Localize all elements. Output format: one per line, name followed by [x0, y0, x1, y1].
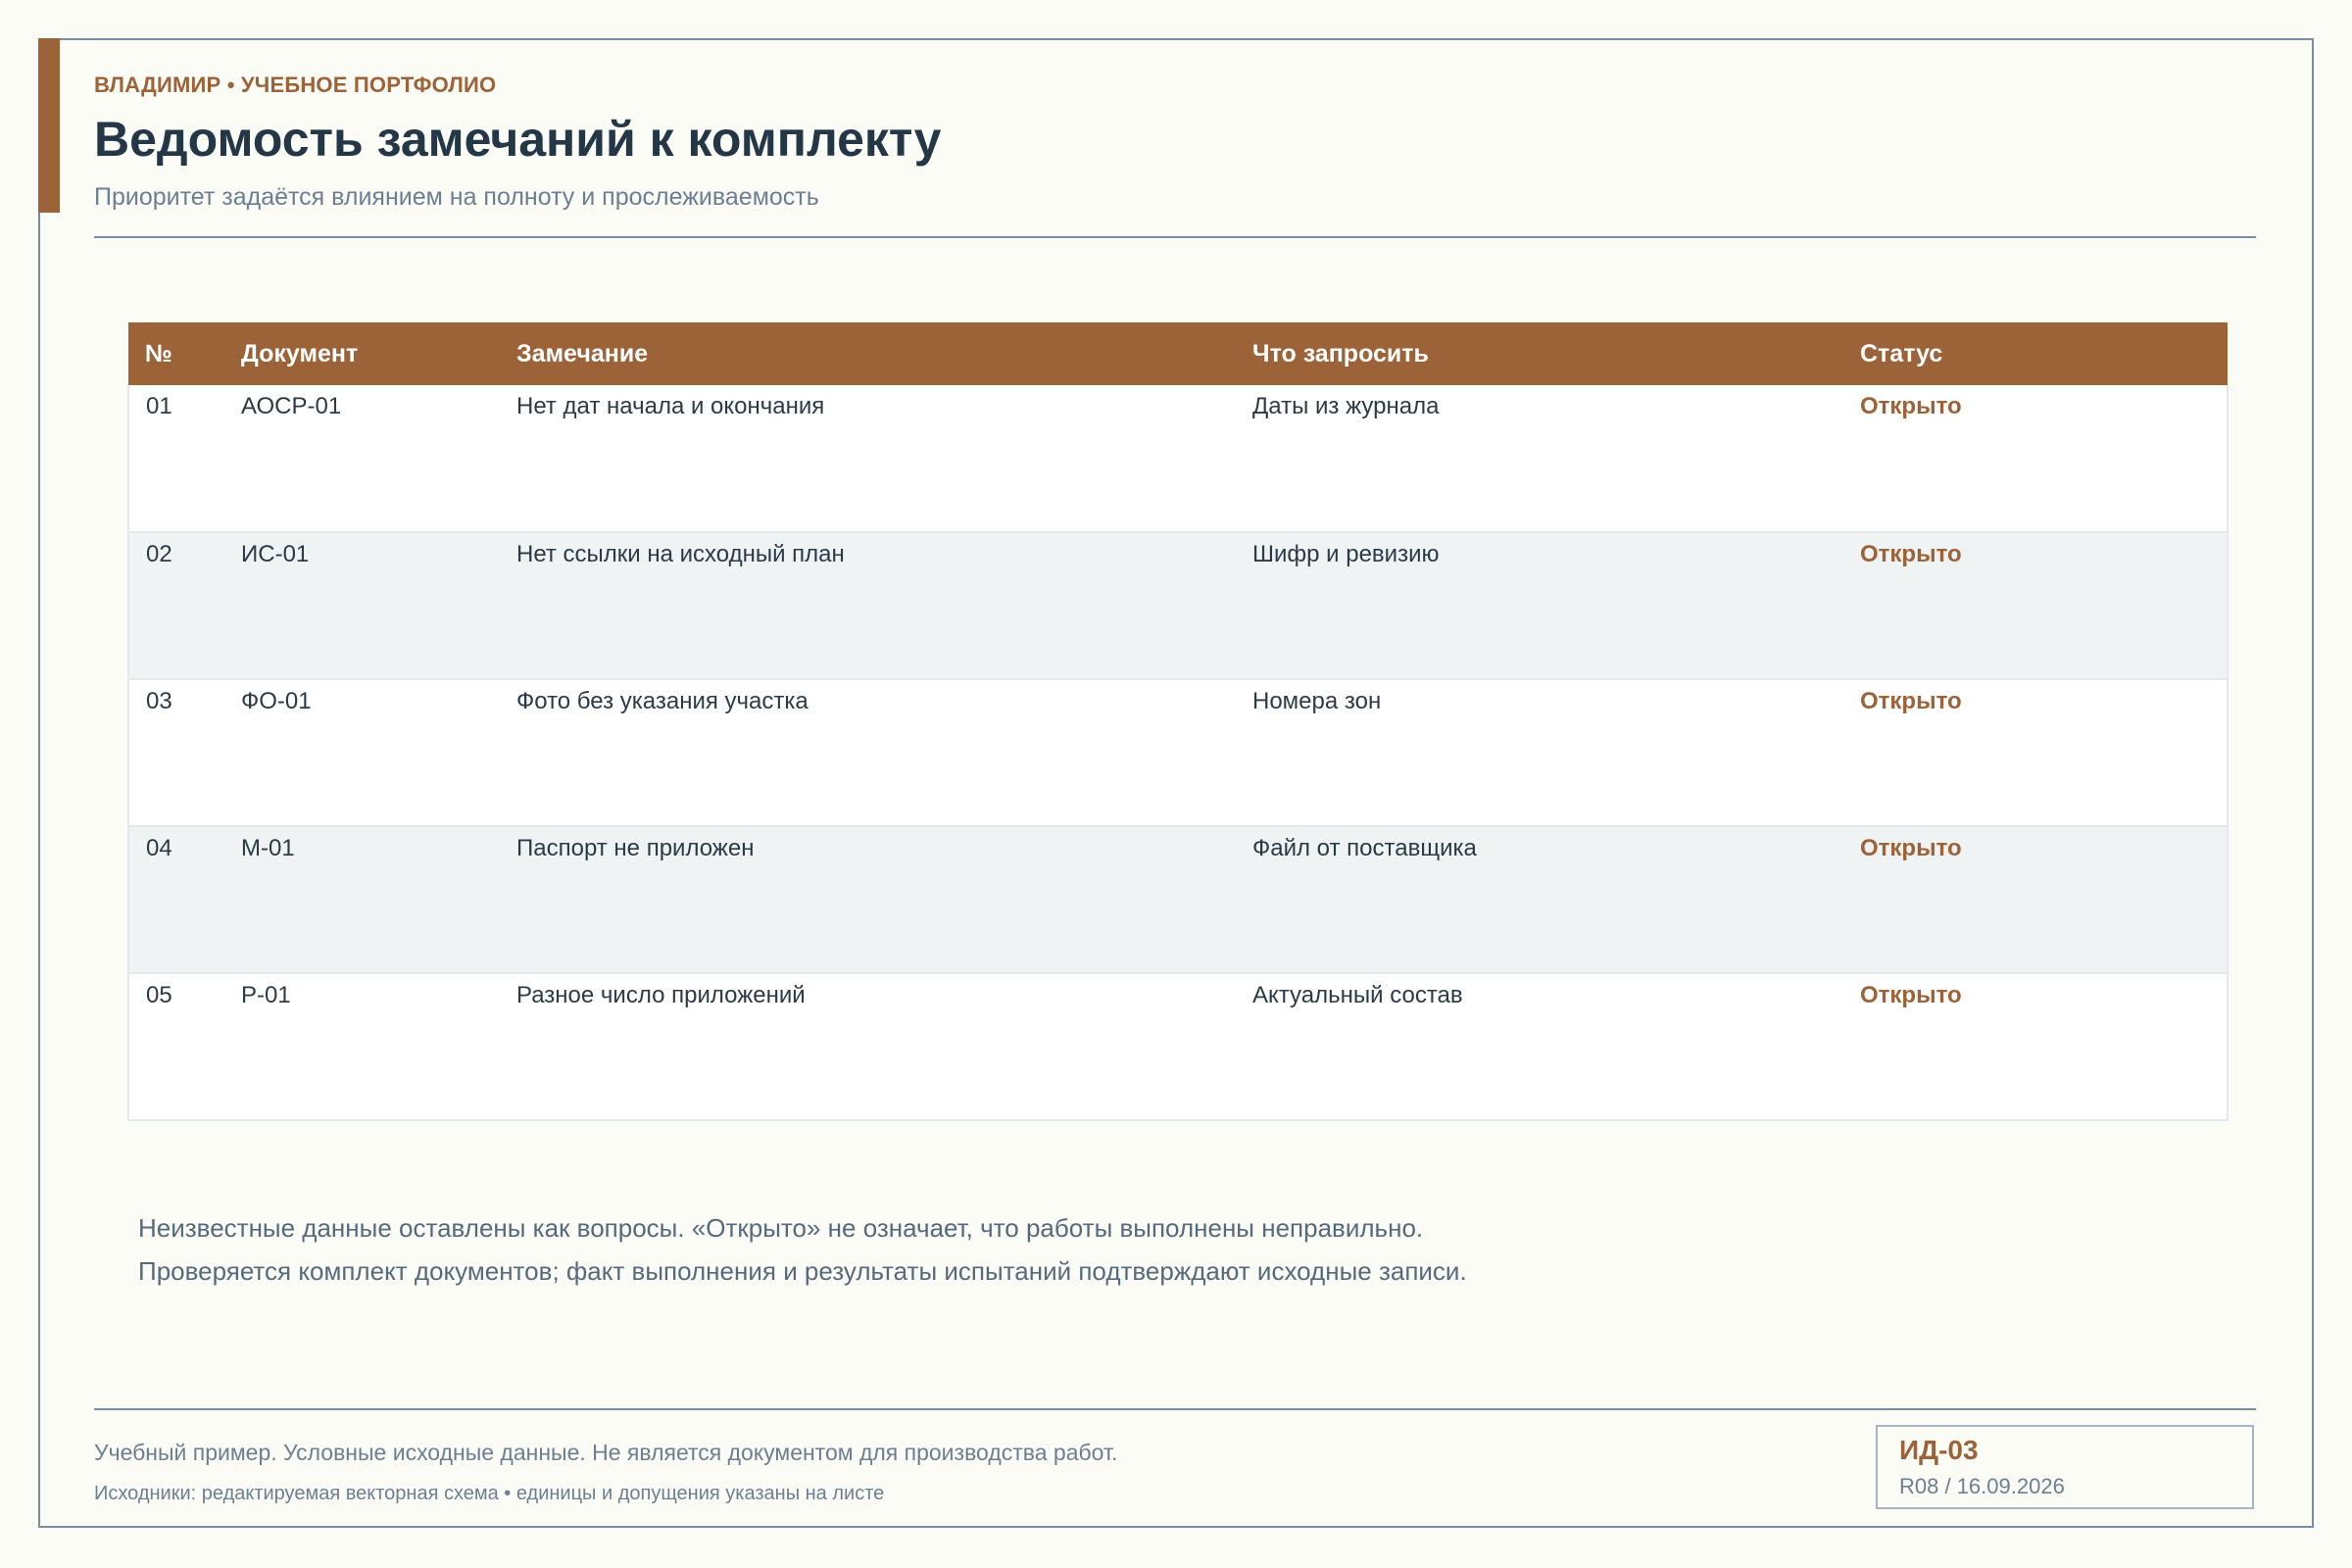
row-document: Р-01 — [224, 973, 500, 1120]
column-header-remark: Замечание — [500, 322, 1236, 385]
row-document: М-01 — [224, 826, 500, 973]
footer-sources: Исходники: редактируемая векторная схема • единицы и допущения указаны на листе — [94, 1483, 885, 1504]
row-number: 02 — [128, 532, 224, 679]
footer-divider — [94, 1408, 2256, 1410]
title-block-stamp — [1876, 1425, 2254, 1509]
row-request: Файл от поставщика — [1236, 826, 1843, 973]
note-line: Проверяется комплект документов; факт выполнения и результаты испытаний подтверждают исходные записи. — [138, 1256, 1467, 1286]
remarks-table-container — [127, 322, 2227, 1121]
row-number: 04 — [128, 826, 224, 973]
table-row — [128, 973, 2228, 1120]
column-header-number: № — [128, 322, 224, 385]
table-row — [128, 532, 2228, 679]
row-remark: Нет дат начала и окончания — [500, 385, 1236, 532]
row-request: Актуальный состав — [1236, 973, 1843, 1120]
table-row — [128, 385, 2228, 532]
row-number: 03 — [128, 679, 224, 826]
note-line: Неизвестные данные оставлены как вопросы. «Открыто» не означает, что работы выполнены неправильно. — [138, 1213, 1424, 1243]
page-title: Ведомость замечаний к комплекту — [94, 112, 942, 167]
remarks-table — [127, 322, 2229, 1121]
row-request: Шифр и ревизию — [1236, 532, 1843, 679]
row-status: Открыто — [1843, 826, 2228, 973]
row-status: Открыто — [1843, 385, 2228, 532]
row-remark: Паспорт не приложен — [500, 826, 1236, 973]
column-header-request: Что запросить — [1236, 322, 1843, 385]
row-status: Открыто — [1843, 679, 2228, 826]
row-remark: Нет ссылки на исходный план — [500, 532, 1236, 679]
accent-bar — [38, 38, 60, 213]
row-status: Открыто — [1843, 973, 2228, 1120]
column-header-document: Документ — [224, 322, 500, 385]
table-header-row — [128, 322, 2228, 385]
row-number: 01 — [128, 385, 224, 532]
row-status: Открыто — [1843, 532, 2228, 679]
document-sheet — [38, 38, 2314, 1528]
row-document: АОСР-01 — [224, 385, 500, 532]
table-row — [128, 679, 2228, 826]
page-subtitle: Приоритет задаётся влиянием на полноту и прослеживаемость — [94, 183, 819, 211]
table-row — [128, 826, 2228, 973]
footer-disclaimer: Учебный пример. Условные исходные данные. Не является документом для производства работ. — [94, 1440, 1118, 1465]
notes-block — [138, 1206, 1467, 1293]
row-remark: Разное число приложений — [500, 973, 1236, 1120]
row-request: Номера зон — [1236, 679, 1843, 826]
header-kicker: ВЛАДИМИР • УЧЕБНОЕ ПОРТФОЛИО — [94, 73, 497, 97]
header-divider — [94, 236, 2256, 238]
row-document: ФО-01 — [224, 679, 500, 826]
stamp-code: ИД-03 — [1899, 1435, 1979, 1465]
row-remark: Фото без указания участка — [500, 679, 1236, 826]
row-request: Даты из журнала — [1236, 385, 1843, 532]
row-document: ИС-01 — [224, 532, 500, 679]
stamp-revision: R08 / 16.09.2026 — [1899, 1474, 2065, 1498]
row-number: 05 — [128, 973, 224, 1120]
column-header-status: Статус — [1843, 322, 2228, 385]
